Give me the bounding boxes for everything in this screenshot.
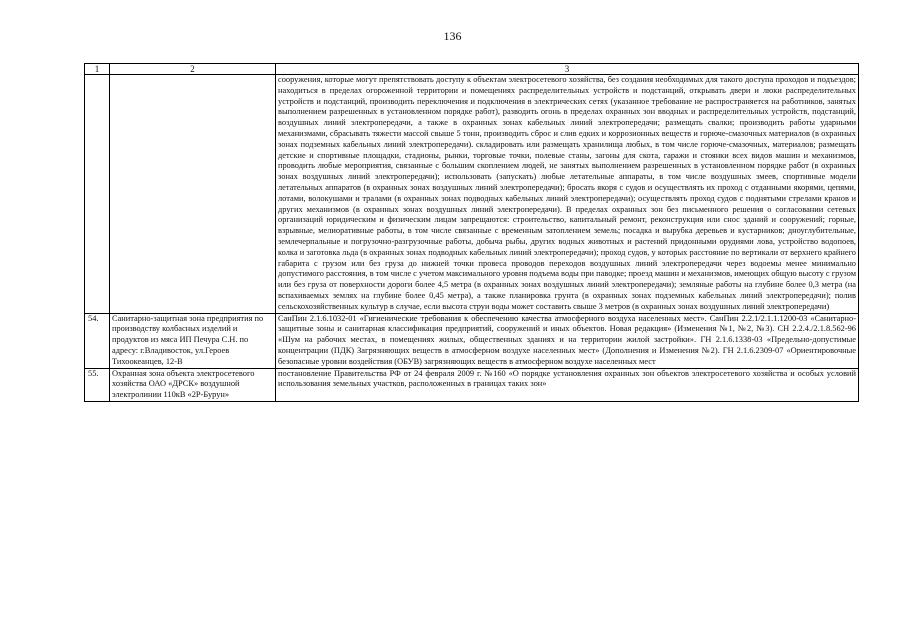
regulation-text: СанПин 2.1.6.1032-01 «Гигиенические требования к обеспечению качества атмосферного воздуха населенных мест». СанПин 2.2.1/2.1.1.1200-03 «Санитарно-защитные зоны и санитарная классификация предприятий, сооружений и иных объектов. Новая редакция» (Изменения №1, №2, №3). СН 2.2.4./2.1.8.562-96 «Шум на рабочих местах, в помещениях жилых, общественных зданиях и на территории жилой застройки». ГН 2.1.6.1338-03 «Предельно-допустимые концентрации (ПДК) Загрязняющих веществ в атмосферном воздухе населенных мест» (Дополнения и Изменения №2). ГН 2.1.6.2309-07 «Ориентировочные безопасные уровни воздействия (ОБУВ) загрязняющих веществ в атмосферном воздухе населенных мест — [276, 313, 859, 368]
table-header-row — [85, 64, 859, 75]
zone-name: Санитарно-защитная зона предприятия по производству колбасных изделий и продуктов из мяса ИП Печура С.Н. по адресу: г.Владивосток, ул.Героев Тихоокеанцев, 12-В — [110, 313, 276, 368]
row-number — [85, 75, 110, 314]
header-col-3: 3 — [276, 64, 859, 75]
row-number: 54. — [85, 313, 110, 368]
table-row — [85, 368, 859, 401]
table-row — [85, 75, 859, 314]
zone-name — [110, 75, 276, 314]
regulation-text: постановление Правительства РФ от 24 февраля 2009 г. №160 «О порядке установления охранных зон объектов электросетевого хозяйства и особых условий использования земельных участков, расположенных в границах таких зон» — [276, 368, 859, 401]
table-row — [85, 313, 859, 368]
page-number: 136 — [443, 29, 462, 43]
regulation-text: сооружения, которые могут препятствовать доступу к объектам электросетевого хозяйства, без создания необходимых для такого доступа проходов и подъездов; находиться в пределах огороженной территории и помещениях распределительных устройств и подстанций, открывать двери и люки распределительных устройств и подстанций, производить переключения и подключения в электрических сетях (указанное требование не распространяется на работников, занятых выполнением разрешенных в установленном порядке работ), разводить огонь в пределах охранных зон вводных и распределительных устройств, подстанций, воздушных линий электропередачи, а также в охранных зонах кабельных линий электропередачи; размещать свалки; производить работы ударными механизмами, сбрасывать тяжести массой свыше 5 тонн, производить сброс и слив едких и коррозионных веществ и горюче-смазочных материалов (в охранных зонах подземных кабельных линий электропередачи). складировать или размещать хранилища любых, в том числе горюче-смазочных, материалов; размещать детские и спортивные площадки, стадионы, рынки, торговые точки, полевые станы, загоны для скота, гаражи и стоянки всех видов машин и механизмов, проводить любые мероприятия, связанные с большим скоплением людей, не занятых выполнением разрешенных в установленном порядке работ (в охранных зонах воздушных линий электропередачи); использовать (запускать) любые летательные аппараты, в том числе воздушных змеев, спортивные модели летательных аппаратов (в охранных зонах воздушных линий электропередачи); бросать якоря с судов и осуществлять их проход с отданными якорями, цепями, лотами, волокушами и тралами (в охранных зонах подводных кабельных линий электропередачи); осуществлять проход судов с поднятыми стрелами кранов и других механизмов (в охранных зонах воздушных линий электропередачи). В пределах охранных зон без письменного решения о согласовании сетевых организаций юридическим и физическим лицам запрещаются: строительство, капитальный ремонт, реконструкция или снос зданий и сооружений; горные, взрывные, мелиоративные работы, в том числе связанные с временным затоплением земель; посадка и вырубка деревьев и кустарников; дноуглубительные, землечерпальные и погрузочно-разгрузочные работы, добыча рыбы, других водных животных и растений придонными орудиями лова, устройство водопоев, колка и заготовка льда (в охранных зонах подводных кабельных линий электропередачи); проход судов, у которых расстояние по вертикали от верхнего крайнего габарита с грузом или без груза до нижней точки провеса проводов переходов воздушных линий электропередачи через водоемы менее минимально допустимого расстояния, в том числе с учетом максимального уровня подъема воды при паводке; проезд машин и механизмов, имеющих общую высоту с грузом или без груза от поверхности дороги более 4,5 метра (в охранных зонах воздушных линий электропередачи); земляные работы на глубине более 0,3 метра (на вспахиваемых землях на глубине более 0,45 метра), а также планировка грунта (в охранных зонах подземных кабельных линий электропередачи); полив сельскохозяйственных культур в случае, если высота струи воды может составить свыше 3 метров (в охранных зонах воздушных линий электропередачи) — [276, 75, 859, 314]
zone-name: Охранная зона объекта электросетевого хозяйства ОАО «ДРСК» воздушной электролинии 110кВ «2Р-Бурун» — [110, 368, 276, 401]
header-col-2: 2 — [110, 64, 276, 75]
regulations-table — [84, 63, 859, 402]
row-number: 55. — [85, 368, 110, 401]
header-col-1: 1 — [85, 64, 110, 75]
